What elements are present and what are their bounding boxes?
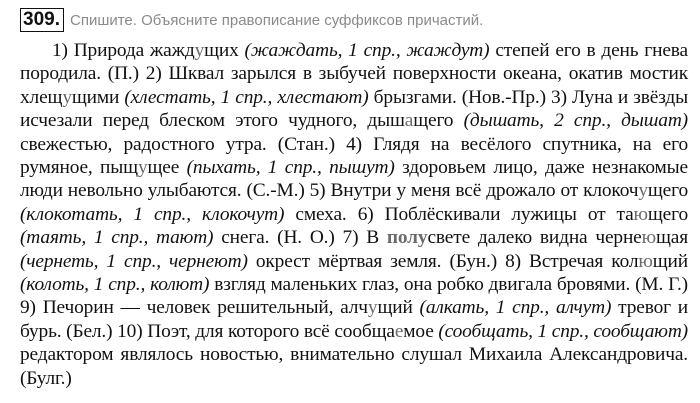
verb-hint: (колоть, 1 спр., колют) <box>20 274 210 296</box>
exercise-header <box>20 6 688 34</box>
verb-hint: (алкать, 1 спр., алчут) <box>419 297 612 319</box>
text-segment: снега. (Н. О.) <box>213 227 335 249</box>
verb-hint: (чернеть, 1 спр., чернеют) <box>20 250 248 272</box>
word-ending: щий <box>652 250 688 272</box>
participle-suffix: ю <box>641 227 656 249</box>
participle-suffix: у <box>194 40 205 61</box>
word-stem: жажд <box>149 40 195 61</box>
word-ending: щего <box>647 180 688 202</box>
word-stem: дыш <box>367 110 405 132</box>
prefix-highlight: полу <box>386 227 428 249</box>
word-ending: щих <box>204 40 239 61</box>
word-ending: щий <box>377 297 413 319</box>
exercise-instruction: Спишите. Объясните правописание суффиксов причастий. <box>69 11 484 29</box>
text-segment: редактором являлось новостью, внимательно слушал Михаила Александровича. (Булг.) <box>20 344 688 389</box>
word-stem: клокоч <box>583 180 639 202</box>
participle-suffix: ю <box>638 250 653 272</box>
text-segment: 2) Шквал зарылся в зыбучей поверхности океана, окатив мостик <box>138 63 689 85</box>
participle-suffix: а <box>404 110 414 132</box>
text-segment: окрест мёртвая земля. (Бун.) <box>247 250 498 272</box>
text-segment: брызгами. (Нов.-Пр.) <box>368 86 546 108</box>
sentence-10 <box>20 321 688 389</box>
text-segment: взгляд маленьких глаз, она робко двигала бровями. (М. Г.) <box>209 274 688 296</box>
text-segment: 8) Встречая кол <box>497 250 639 272</box>
participle-suffix: у <box>367 297 378 319</box>
participle-suffix: е <box>394 320 404 342</box>
text-segment: 1) Природа <box>52 40 150 61</box>
word-stem: хлещ <box>20 86 63 108</box>
text-segment: свете далеко видна черне <box>427 227 642 249</box>
text-segment: 4) Глядя на весёлого спутника, на его румяное, <box>20 133 688 179</box>
verb-hint: (сообщать, 1 спр., сообщают) <box>438 320 688 342</box>
text-segment: 7) В <box>334 227 387 249</box>
verb-hint: (клокотать, 1 спр., клокочут) <box>20 203 285 225</box>
participle-suffix: у <box>638 180 648 202</box>
text-segment: 6) Поблёскивали лужицы от та <box>346 203 634 225</box>
exercise-number: 309. <box>20 8 64 32</box>
text-segment: 9) Печорин — человек решительный, алч <box>20 297 368 319</box>
text-segment: 10) Поэт, для которого всё сообща <box>112 320 395 342</box>
participle-suffix: ю <box>633 203 648 225</box>
exercise-text <box>20 39 688 390</box>
word-ending: мое <box>403 320 434 342</box>
text-segment: свежестью, радостного утра. (Стан.) <box>20 133 335 155</box>
participle-suffix: у <box>137 157 148 179</box>
word-ending: щая <box>655 227 688 249</box>
text-segment: 5) Внутри у меня всё дрожало от <box>304 180 584 202</box>
word-ending: щее <box>147 157 180 179</box>
text-segment: 3) Луна и звёзды исчезали перед блеском этого чудного, <box>20 86 688 132</box>
verb-hint: (хлестать, 1 спр., хлестают) <box>124 86 369 108</box>
text-segment: смеха. <box>284 203 347 225</box>
verb-hint: (дышать, 2 спр., дышат) <box>463 110 688 132</box>
text-segment: здоровьем лицо, даже незнакомые люди невольно улыбаются. (С.-М.) <box>20 157 688 202</box>
verb-hint: (пыхать, 1 спр., пышут) <box>186 157 395 179</box>
text-segment: тревог и бурь. (Бел.) <box>20 297 688 342</box>
word-ending: щими <box>71 86 120 108</box>
word-ending: щего <box>413 110 454 132</box>
verb-hint: (жаждать, 1 спр., жаждут) <box>244 40 490 61</box>
word-stem: пыщ <box>100 157 138 179</box>
participle-suffix: у <box>62 86 72 108</box>
word-ending: щего <box>647 203 688 225</box>
verb-hint: (таять, 1 спр., тают) <box>20 227 214 249</box>
text-segment: степей его в день гнева породила. (П.) <box>20 40 688 85</box>
